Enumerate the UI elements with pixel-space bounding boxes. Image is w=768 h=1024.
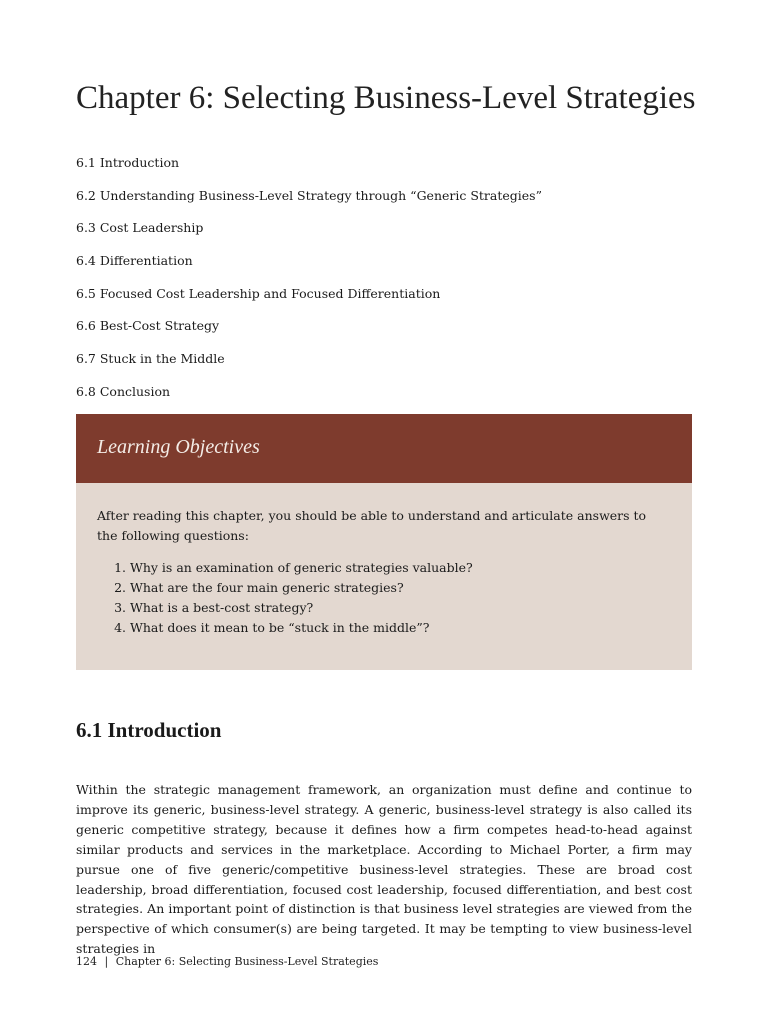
toc-item[interactable]: 6.8 Conclusion (76, 383, 171, 399)
toc-item[interactable]: 6.3 Cost Leadership (76, 220, 204, 236)
objective-item: 2. What are the four main generic strategies? (130, 578, 671, 598)
chapter-title: Chapter 6: Selecting Business-Level Strategies (76, 80, 696, 116)
page-footer (76, 955, 378, 968)
toc-item[interactable]: 6.1 Introduction (76, 155, 180, 170)
toc-item[interactable]: 6.4 Differentiation (76, 253, 193, 269)
learning-objectives-intro: After reading this chapter, you should be able to understand and articulate answers to the following questions: (97, 508, 647, 543)
learning-objectives-box (76, 414, 692, 670)
toc-item[interactable]: 6.6 Best-Cost Strategy (76, 318, 220, 334)
table-of-contents (76, 155, 542, 417)
objective-item: 3. What is a best-cost strategy? (130, 598, 671, 618)
footer-chapter-title: Chapter 6: Selecting Business-Level Strategies (115, 955, 379, 968)
objective-item: 1. Why is an examination of generic strategies valuable? (130, 558, 671, 578)
learning-objectives-body (76, 483, 692, 638)
intro-paragraph: Within the strategic management framework, an organization must define and continue to improve its generic, business-level strategy. A generic, business-level strategy is also called its generic competitive strategy, because it defines how a firm competes head-to-head against similar products and services in the marketplace. According to Michael Porter, a firm may pursue one of five generic/competitive business-level strategies. These are broad cost leadership, broad differentiation, focused cost leadership, focused differentiation, and best cost strategies. An important point of distinction is that business level strategies are viewed from the perspective of which consumer(s) are being targeted. It may be tempting to view business-level strategies in (76, 782, 692, 957)
learning-objectives-list (97, 558, 671, 638)
footer-separator: | (104, 955, 109, 968)
toc-item[interactable]: 6.7 Stuck in the Middle (76, 351, 225, 367)
objective-item: 4. What does it mean to be “stuck in the middle”? (130, 618, 671, 638)
page-number: 124 (76, 955, 97, 968)
toc-item[interactable]: 6.5 Focused Cost Leadership and Focused Differentiation (76, 285, 441, 301)
toc-item[interactable]: 6.2 Understanding Business-Level Strategy through “Generic Strategies” (76, 187, 542, 203)
learning-objectives-header (76, 414, 692, 483)
section-heading: 6.1 Introduction (76, 718, 222, 742)
learning-objectives-title: Learning Objectives (97, 436, 260, 458)
